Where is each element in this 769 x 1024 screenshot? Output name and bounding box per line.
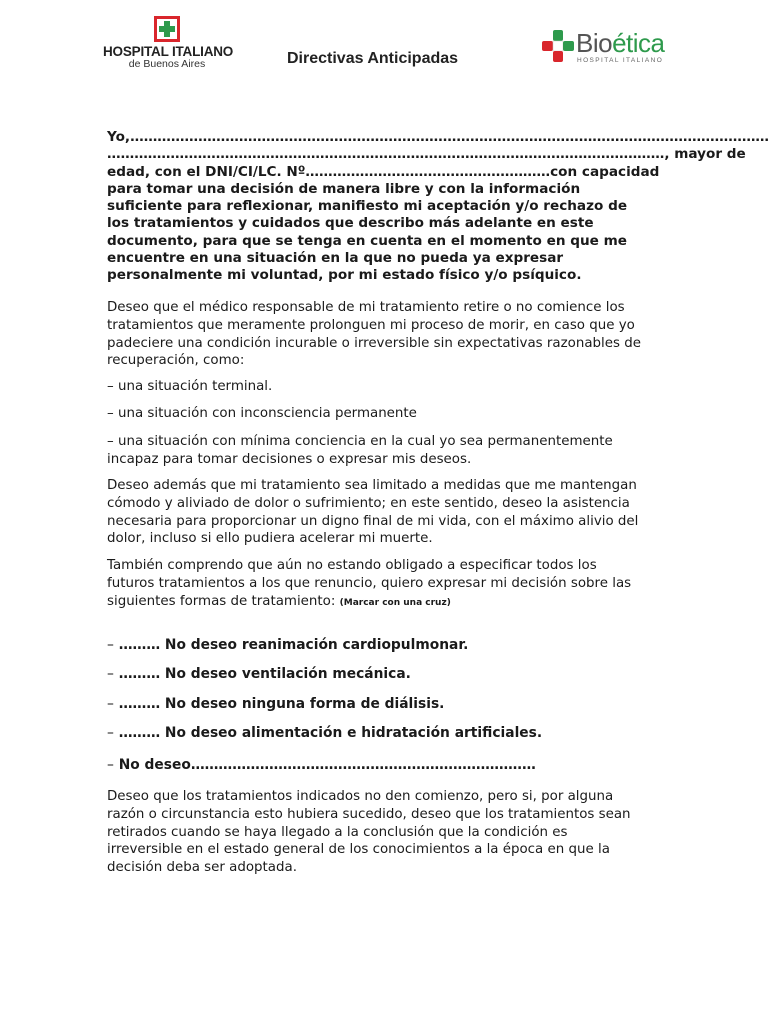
paragraph-line: decisión deba ser adoptada. <box>107 860 297 876</box>
hospital-cross-icon <box>154 16 180 42</box>
paragraph-line: También comprendo que aún no estando obligado a especificar todos los <box>107 558 597 573</box>
paragraph-line: necesaria para proporcionar un digno final de mi vida, con el máximo alivio del <box>107 513 639 529</box>
paragraph-line: padeciere una condición incurable o irreversible sin expectativas razonables de <box>107 335 641 351</box>
paragraph-line: tratamientos que meramente prolonguen mi proceso de morir, en caso que yo <box>107 317 635 333</box>
option-dialysis[interactable]: – ……… No deseo ninguna forma de diálisis. <box>107 696 445 712</box>
intro-line: encuentre en una situación en la que no pueda ya expresar <box>107 250 564 267</box>
paragraph-line: Deseo que los tratamientos indicados no den comienzo, pero si, por alguna <box>107 789 614 804</box>
paragraph-withdrawal-conditions <box>107 788 657 877</box>
paragraph-line: Deseo que el médico responsable de mi tratamiento retire o no comience los <box>107 300 625 315</box>
intro-line: los tratamientos y cuidados que describo más adelante en este <box>107 215 594 232</box>
intro-line: edad, con el DNI/CI/LC. Nº………………………………………………con capacidad <box>107 163 660 180</box>
bioetica-name: Bioética <box>576 28 665 58</box>
paragraph-line: irreversible en el estado general de los conocimientos a la época en que la <box>107 842 610 858</box>
bioetica-cross-icon <box>542 30 574 64</box>
hospital-subtitle: de Buenos Aires <box>128 58 206 70</box>
paragraph-treatment-withdrawal <box>107 299 657 370</box>
bioetica-logo <box>542 28 665 70</box>
intro-line: documento, para que se tenga en cuenta en el momento en que me <box>107 232 627 249</box>
intro-line: personalmente mi voluntad, por mi estado físico y/o psíquico. <box>107 267 582 284</box>
paragraph-line: retirados cuando se haya llegado a la conclusión que la condición es <box>107 824 568 840</box>
intro-line: ……………………………………………………………………………………………………………, mayor de <box>107 146 746 163</box>
paragraph-comfort-care <box>107 477 657 548</box>
hospital-italiano-logo <box>103 16 234 70</box>
option-cpr[interactable]: – ……… No deseo reanimación cardiopulmonar. <box>107 637 469 653</box>
option-artificial-nutrition[interactable]: – ……… No deseo alimentación e hidratación artificiales. <box>107 725 543 741</box>
paragraph-line: Deseo además que mi tratamiento sea limitado a medidas que me mantengan <box>107 478 637 493</box>
intro-line: suficiente para reflexionar, manifiesto mi aceptación y/o rechazo de <box>107 198 628 215</box>
paragraph-line: recuperación, como: <box>107 353 245 369</box>
intro-line: Yo,…………………………………………………………………………………………………………………………… <box>107 129 769 145</box>
paragraph-line: siguientes formas de tratamiento: (Marcar con una cruz) <box>107 593 451 609</box>
paragraph-treatment-choices <box>107 557 657 612</box>
intro-line: para tomar una decisión de manera libre y con la información <box>107 180 581 197</box>
option-mechanical-ventilation[interactable]: – ……… No deseo ventilación mecánica. <box>107 666 411 682</box>
condition-list-item: – una situación con mínima conciencia en la cual yo sea permanentemente incapaz para tomar decisiones o expresar mis deseos. <box>107 434 613 467</box>
hospital-name: HOSPITAL ITALIANO <box>103 44 234 59</box>
condition-list-item: – una situación terminal. <box>107 379 273 394</box>
instruction-note: (Marcar con una cruz) <box>339 597 451 608</box>
paragraph-line: futuros tratamientos a los que renuncio, quiero expresar mi decisión sobre las <box>107 575 632 591</box>
page-title: Directivas Anticipadas <box>287 50 459 67</box>
intro-statement <box>107 129 769 285</box>
option-other[interactable]: – No deseo………………………………………………………………… <box>107 757 536 773</box>
condition-list-item: – una situación con inconsciencia permanente <box>107 406 417 421</box>
paragraph-line: razón o circunstancia esto hubiera sucedido, deseo que los tratamientos sean <box>107 806 631 822</box>
paragraph-line: dolor, incluso si ello pudiera acelerar mi muerte. <box>107 531 433 547</box>
bioetica-subtitle: HOSPITAL ITALIANO <box>577 57 664 64</box>
paragraph-line: cómodo y aliviado de dolor o sufrimiento; en este sentido, deseo la asistencia <box>107 495 630 511</box>
